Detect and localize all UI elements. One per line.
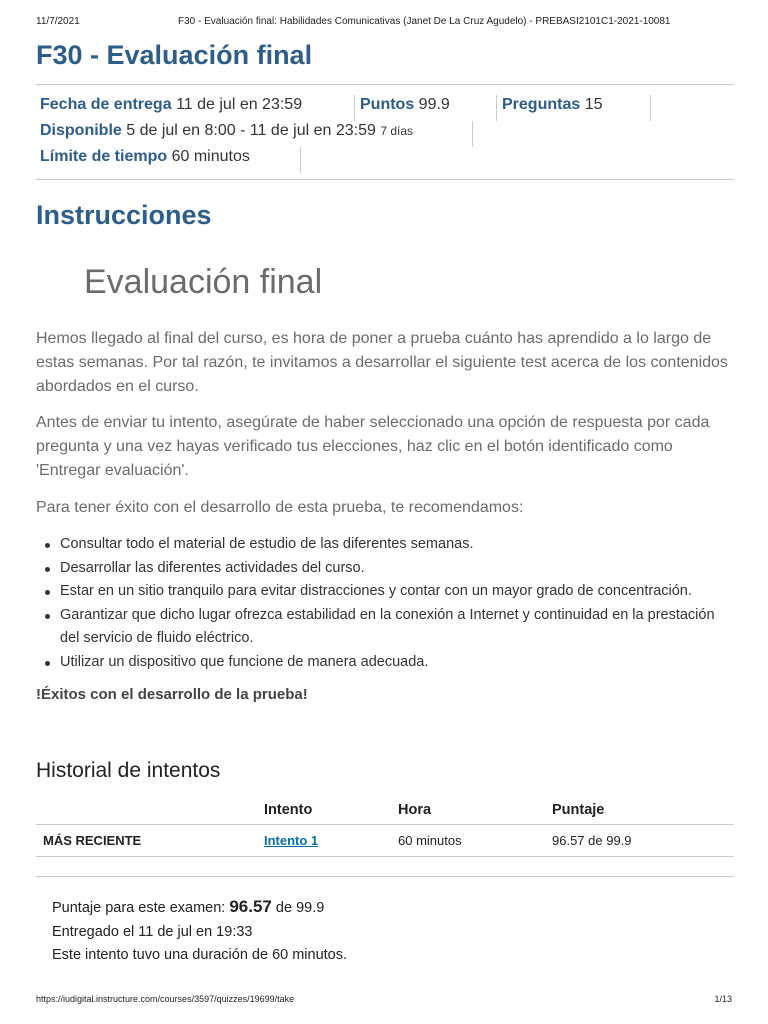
quiz-details xyxy=(36,84,734,180)
page-title: F30 - Evaluación final xyxy=(36,40,313,70)
list-item-text: Garantizar que dicho lugar ofrezca estabilidad en la conexión a Internet y continuidad en la prestación del servicio de fluido eléctrico. xyxy=(60,606,715,646)
available-days: 7 días xyxy=(380,124,414,138)
column-header-score: Puntaje xyxy=(552,802,605,818)
recommend-paragraph: Para tener éxito con el desarrollo de esta prueba, te recomendamos: xyxy=(36,499,524,516)
list-item xyxy=(36,557,736,581)
column-header-attempt: Intento xyxy=(264,802,313,818)
attempt-history-table xyxy=(36,796,734,858)
divider xyxy=(36,824,734,825)
bullet-icon xyxy=(45,661,50,666)
bullet-icon xyxy=(45,543,50,548)
points-value: 99.9 xyxy=(418,96,450,113)
bullet-icon xyxy=(45,614,50,619)
due-date-row xyxy=(40,96,302,114)
success-message: !Éxitos con el desarrollo de la prueba! xyxy=(36,686,308,703)
due-value: 11 de jul en 23:59 xyxy=(176,96,303,113)
attempt-time: 60 minutos xyxy=(398,833,462,848)
column-header-time: Hora xyxy=(398,802,432,818)
evaluation-heading: Evaluación final xyxy=(84,263,323,301)
attempt-link[interactable]: Intento 1 xyxy=(264,833,319,848)
recommendations-list xyxy=(36,533,736,674)
score-line xyxy=(52,897,324,917)
divider xyxy=(650,95,651,121)
print-date: 11/7/2021 xyxy=(36,16,80,27)
questions-label: Preguntas xyxy=(502,96,581,113)
divider xyxy=(472,121,473,147)
divider xyxy=(496,95,497,121)
history-title: Historial de intentos xyxy=(36,759,221,782)
score-prefix: Puntaje para este examen: xyxy=(52,900,226,916)
list-item-text: Utilizar un dispositivo que funcione de manera adecuada. xyxy=(60,653,429,670)
score-summary xyxy=(36,876,734,877)
available-row xyxy=(40,122,413,140)
list-item-text: Consultar todo el material de estudio de las diferentes semanas. xyxy=(60,536,474,552)
list-item-text: Desarrollar las diferentes actividades del curso. xyxy=(60,559,365,576)
list-item xyxy=(36,604,736,651)
attempt-score: 96.57 de 99.9 xyxy=(552,833,632,848)
points-label: Puntos xyxy=(360,96,415,113)
print-url: https://iudigital.instructure.com/courses/3597/quizzes/19699/take xyxy=(36,994,295,1004)
divider xyxy=(354,95,355,121)
questions-row xyxy=(502,96,603,114)
list-item-text: Estar en un sitio tranquilo para evitar distracciones y contar con un mayor grado de concentración. xyxy=(60,583,692,599)
page-number: 1/13 xyxy=(714,994,732,1004)
list-item xyxy=(36,533,736,557)
list-item xyxy=(36,651,736,675)
points-row xyxy=(360,96,450,114)
intro-paragraph: Hemos llegado al final del curso, es hora de poner a prueba cuánto has aprendido a lo largo de estas semanas. Por tal razón, te invitamos a desarrollar el siguiente test acerca de los contenidos abordados en el curso. xyxy=(36,330,728,395)
print-header xyxy=(36,16,732,30)
attempt-duration: Este intento tuvo una duración de 60 minutos. xyxy=(52,947,348,963)
time-limit-label: Límite de tiempo xyxy=(40,148,168,165)
print-doc-title: F30 - Evaluación final: Habilidades Comunicativas (Janet De La Cruz Agudelo) - PREBASI2101C1-2021-10081 xyxy=(178,16,671,27)
submitted-time: Entregado el 11 de jul en 19:33 xyxy=(52,924,253,940)
row-label: MÁS RECIENTE xyxy=(43,833,142,848)
time-limit-value: 60 minutos xyxy=(171,148,250,165)
available-label: Disponible xyxy=(40,122,122,139)
available-value: 5 de jul en 8:00 - 11 de jul en 23:59 xyxy=(126,122,376,139)
score-value: 96.57 xyxy=(229,897,272,916)
divider xyxy=(36,856,734,857)
submit-paragraph: Antes de enviar tu intento, asegúrate de haber seleccionado una opción de respuesta por cada pregunta y una vez hayas verificado tus elecciones, haz clic en el botón identificado como 'Entregar evaluación'. xyxy=(36,414,710,479)
instructions-title: Instrucciones xyxy=(36,200,212,230)
score-suffix: de 99.9 xyxy=(275,900,325,916)
bullet-icon xyxy=(45,567,50,572)
due-label: Fecha de entrega xyxy=(40,96,172,113)
list-item xyxy=(36,580,736,604)
time-limit-row xyxy=(40,148,250,166)
questions-value: 15 xyxy=(584,96,603,113)
bullet-icon xyxy=(45,590,50,595)
divider xyxy=(300,147,301,173)
